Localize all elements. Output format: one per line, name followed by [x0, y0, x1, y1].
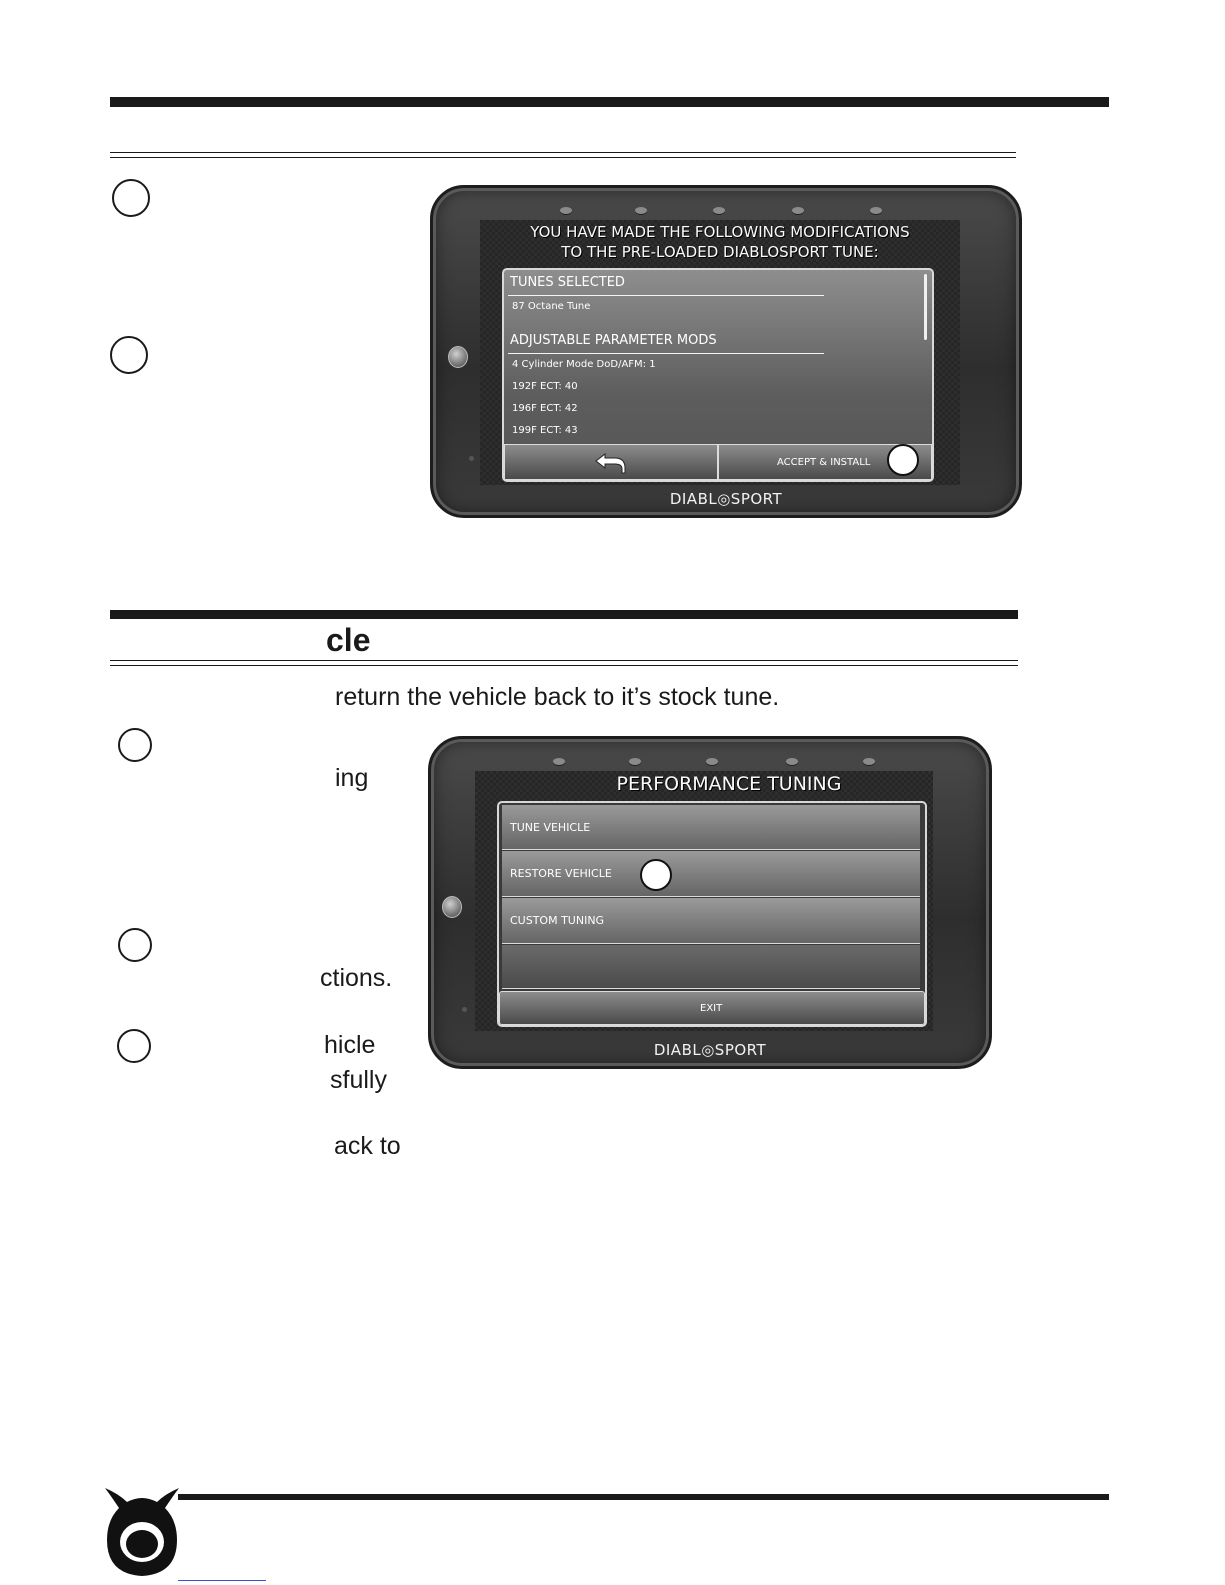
section1-rule-top: [110, 152, 1016, 153]
adjustable-params-header: ADJUSTABLE PARAMETER MODS: [510, 333, 717, 348]
footer-link-underline: [178, 1580, 266, 1581]
led-indicator: [792, 207, 804, 214]
section2-rule: [110, 610, 1018, 619]
led-indicator: [635, 207, 647, 214]
menu-item-tune-vehicle[interactable]: [502, 805, 920, 850]
device-1-brand-logo: DIABL◎SPORT: [669, 490, 783, 508]
step-marker: [110, 336, 148, 374]
menu-item-label: RESTORE VEHICLE: [510, 867, 612, 880]
menu-item-custom-tuning[interactable]: [502, 898, 920, 944]
led-indicator: [629, 758, 641, 765]
exit-label: EXIT: [700, 1003, 723, 1014]
body-text-fragment: ing: [335, 764, 369, 792]
device-2-screen: [475, 771, 933, 1031]
list-item: 196F ECT: 42: [512, 403, 578, 414]
section2-rule-top: [110, 660, 1018, 661]
modifications-title-line2: TO THE PRE-LOADED DIABLOSPORT TUNE:: [561, 243, 879, 261]
led-indicator: [553, 758, 565, 765]
led-indicator: [706, 758, 718, 765]
led-indicator: [560, 207, 572, 214]
body-text-fragment: hicle: [324, 1031, 376, 1059]
section2-intro: return the vehicle back to it’s stock tune.: [335, 683, 780, 711]
menu-item-empty: [502, 945, 920, 989]
sensor-dot: [469, 456, 474, 461]
device-2-body: [428, 736, 992, 1069]
footer-rule: [178, 1494, 1109, 1500]
body-text-fragment: ctions.: [320, 964, 393, 992]
accept-install-label: ACCEPT & INSTALL: [777, 457, 871, 468]
sensor-dot: [462, 1007, 467, 1012]
device-1-screen: [480, 220, 960, 485]
menu-item-label: TUNE VEHICLE: [510, 821, 591, 834]
callout-marker: [640, 859, 672, 891]
step-marker: [112, 179, 150, 217]
tunes-selected-header: TUNES SELECTED: [510, 275, 625, 290]
device-2-brand-logo: DIABL◎SPORT: [653, 1041, 767, 1059]
home-button-icon[interactable]: [448, 346, 468, 368]
body-text-fragment: sfully: [330, 1066, 387, 1094]
list-item: 199F ECT: 43: [512, 425, 578, 436]
tuning-menu: [497, 801, 927, 1027]
home-button-icon[interactable]: [442, 896, 462, 918]
modifications-title-line1: YOU HAVE MADE THE FOLLOWING MODIFICATIONS: [530, 223, 910, 241]
menu-item-label: CUSTOM TUNING: [510, 914, 605, 927]
step-marker: [118, 928, 152, 962]
section1-rule-bottom: [110, 157, 1016, 158]
callout-marker: [887, 444, 919, 476]
back-arrow-icon: [593, 450, 629, 476]
led-indicator: [863, 758, 875, 765]
header-underline: [508, 353, 824, 354]
device-1-body: [430, 185, 1022, 518]
section2-rule-bottom: [110, 665, 1018, 666]
section2-heading: cle: [326, 622, 371, 658]
scrollbar[interactable]: [924, 274, 927, 340]
header-underline: [508, 295, 824, 296]
exit-button[interactable]: [499, 991, 925, 1025]
step-marker: [117, 1029, 151, 1063]
led-indicator: [870, 207, 882, 214]
list-item: 192F ECT: 40: [512, 381, 578, 392]
modifications-list[interactable]: [502, 268, 934, 482]
menu-item-restore-vehicle[interactable]: [502, 851, 920, 897]
led-indicator: [786, 758, 798, 765]
led-indicator: [713, 207, 725, 214]
list-item: 87 Octane Tune: [512, 301, 591, 312]
top-rule: [110, 97, 1109, 107]
diablosport-logo-icon: [97, 1486, 187, 1581]
performance-tuning-title: PERFORMANCE TUNING: [616, 773, 842, 795]
step-marker: [118, 728, 152, 762]
body-text-fragment: ack to: [334, 1132, 401, 1160]
list-item: 4 Cylinder Mode DoD/AFM: 1: [512, 359, 656, 370]
back-button[interactable]: [504, 444, 718, 480]
